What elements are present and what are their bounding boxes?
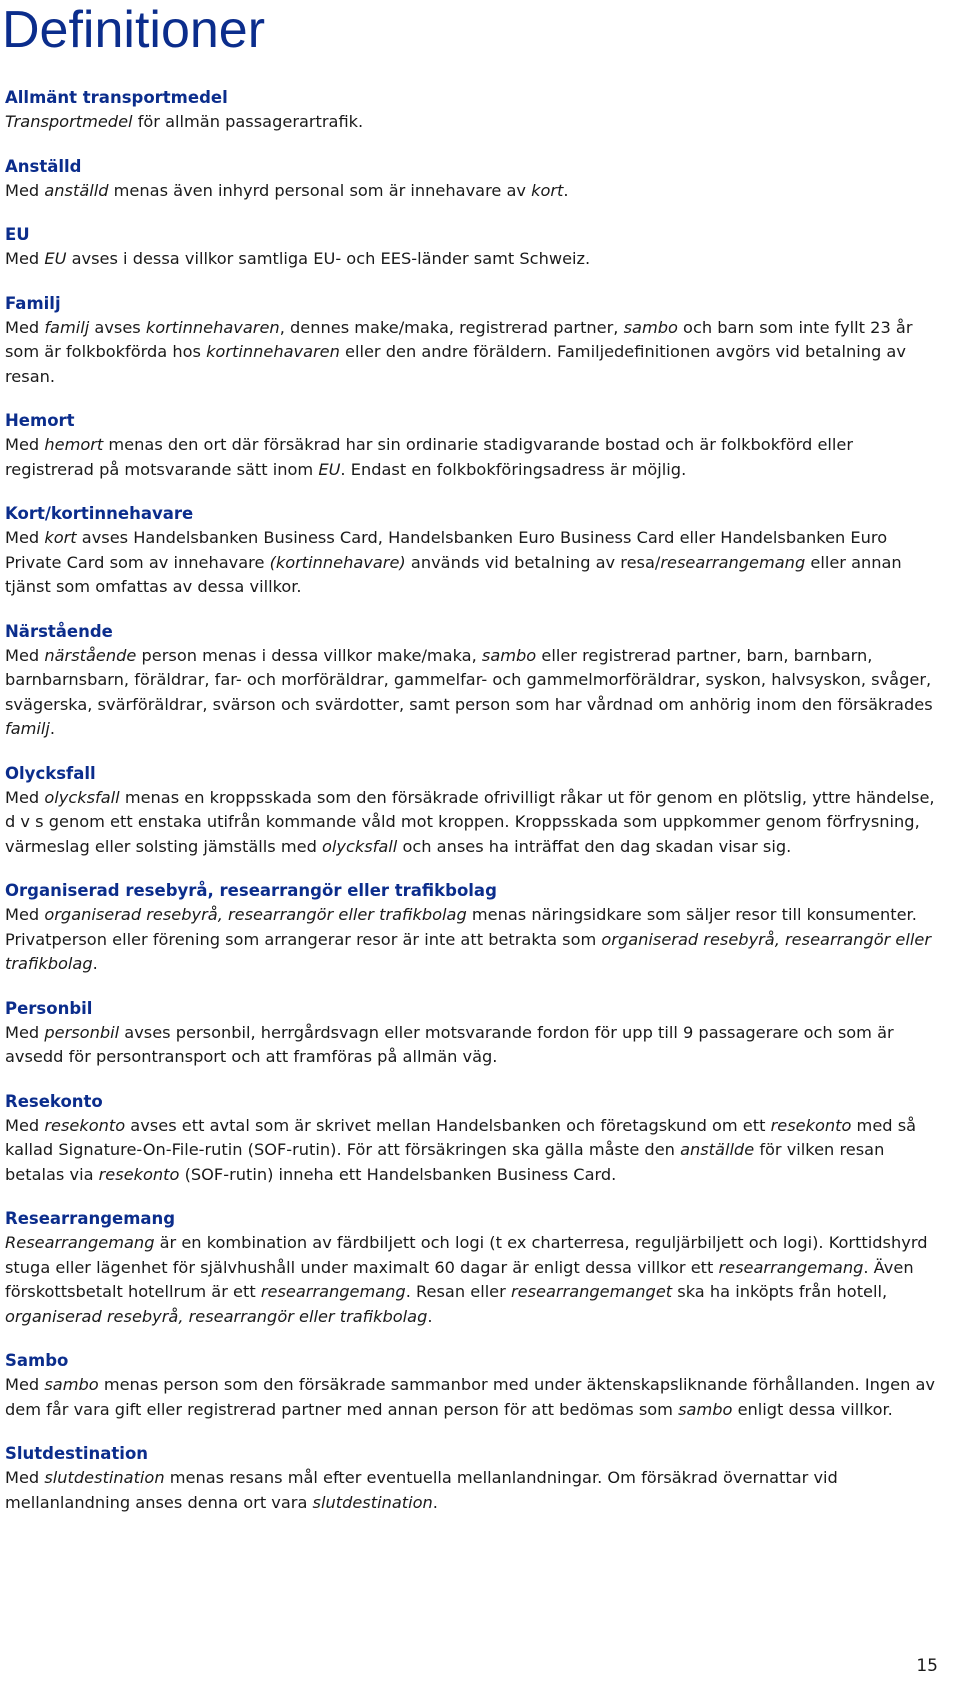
definition-text-segment: . [427,1306,433,1326]
definition-text-segment: är en kombination av färdbiljett och logi (t ex charterresa, reguljärbiljett och logi). Korttidshyrd stuga eller lägenhet för självhushåll under maximalt 60 dagar är enligt dessa villkor ett [5,1233,928,1277]
definition-text [5,316,945,390]
definition-text-segment: , dennes make/maka, registrerad partner, [279,317,624,337]
defined-term-reference: sambo [623,317,678,337]
defined-term-reference: kortinnehavaren [145,317,280,337]
definition-text-segment: Med [5,787,45,807]
definition-text-segment: . Resan eller [405,1282,511,1301]
definition-term: Resekonto [5,1091,103,1111]
definition-text-segment: avses [89,317,146,337]
definition-term: Anställd [5,156,82,176]
definition-text-segment: eller den andre föräldern. Familjedefinitionen avgörs vid betalning av resan. [5,342,906,386]
defined-term-reference: anställd [44,180,109,200]
definition-entry [5,1207,945,1329]
definition-text-segment: menas en kroppsskada som den försäkrade ofrivilligt råkar ut för genom en plötslig, yttre händelse, d v s genom ett enstaka utifrån kommande våld mot kroppen. Kroppsskada som uppkommer genom förfrysning, värmeslag eller solsting jämställs med [5,787,935,856]
definition-text [5,110,945,135]
defined-term-reference: kortinnehavaren [206,342,340,361]
defined-term-reference: researrangemang [660,552,806,572]
definition-text-segment: . [49,719,56,738]
defined-term-reference: hemort [44,435,104,454]
definition-entry [5,292,945,390]
defined-term-reference: researrangemang [260,1282,406,1301]
defined-term-reference: resekonto [44,1115,126,1135]
definition-term: Slutdestination [5,1444,149,1463]
defined-term-reference: närstående [44,645,137,665]
definition-text-segment: menas resans mål efter eventuella mellanlandningar. Om försäkrad övernattar vid mellanlandning anses denna ort vara [5,1468,838,1512]
defined-term-reference: sambo [44,1375,99,1394]
defined-term-reference: researrangemanget [510,1282,673,1301]
defined-term-reference: organiserad resebyrå, researrangör eller trafikbolag [44,905,467,924]
definition-text [5,179,945,204]
definition-text-segment: avses Handelsbanken Business Card, Handelsbanken Euro Business Card eller Handelsbanken Euro Private Card som av innehavare [5,528,888,572]
definition-entry [5,762,945,860]
definition-text-segment: . Endast en folkbokföringsadress är möjlig. [340,459,687,479]
definition-text-segment: eller annan tjänst som omfattas av dessa villkor. [5,552,902,596]
definition-text-segment: Med [5,1375,45,1394]
definition-text-segment: eller registrerad partner, barn, barnbarn, barnbarnsbarn, föräldrar, far- och morföräldrar, gammelfar- och gammelmorföräldrar, syskon, halvsyskon, svåger, svägerska, svärföräldrar, svärson och svärdotter, samt person som har vårdnad om anhörig inom den försäkrades [5,645,933,714]
defined-term-reference: slutdestination [312,1492,433,1512]
defined-term-reference: sambo [481,645,537,665]
definition-text [5,644,945,742]
definition-text-segment: . [563,180,569,200]
definition-term: Familj [5,293,61,313]
definition-text [5,433,945,482]
definition-text [5,786,945,860]
definition-text-segment: menas person som den försäkrade sammanbor med under äktenskapsliknande förhållanden. Ingen av dem får vara gift eller registrerad partner med annan person för att bedömas som [5,1375,935,1419]
definition-entry [5,502,945,600]
definition-text-segment: avses i dessa villkor samtliga EU- och EES-länder samt Schweiz. [66,249,591,268]
definition-text [5,526,945,600]
definition-text [5,903,945,977]
definition-term: EU [5,225,30,244]
definition-text-segment: Med [5,435,45,454]
defined-term-reference: olycksfall [321,836,398,856]
definition-text-segment: Med [5,317,45,337]
definition-text-segment: för allmän passagerartrafik. [132,112,364,131]
defined-term-reference: organiserad resebyrå, researrangör eller trafikbolag [5,929,931,973]
definition-text-segment: ska ha inköpts från hotell, [672,1282,888,1301]
defined-term-reference: sambo [678,1399,733,1419]
definition-term: Närstående [5,621,113,641]
definition-entry [5,879,945,977]
definition-text-segment: Med [5,249,45,268]
definition-term: Allmänt transportmedel [5,88,228,107]
definitions-list [5,86,945,1535]
defined-term-reference: resekonto [98,1164,180,1184]
page-number: 15 [916,1656,938,1676]
definition-entry [5,155,945,204]
defined-term-reference: slutdestination [44,1468,165,1487]
defined-term-reference: personbil [44,1022,120,1042]
definition-term: Kort/kortinnehavare [5,504,194,523]
definition-text-segment: för vilken resan betalas via [5,1140,885,1184]
definition-text-segment: . Även förskottsbetalt hotellrum är ett [5,1257,914,1301]
definition-text-segment: Med [5,1468,45,1487]
definition-text-segment: Med [5,905,45,924]
definition-term: Researrangemang [5,1209,176,1228]
definition-entry [5,86,945,135]
definition-term: Olycksfall [5,763,96,783]
definition-text-segment: med så kallad Signature-On-File-rutin (SOF-rutin). För att försäkringen ska gälla måste den [5,1115,917,1159]
definition-term: Organiserad resebyrå, researrangör eller trafikbolag [5,881,497,900]
page-title: Definitioner [2,1,266,59]
definition-text-segment: enligt dessa villkor. [732,1399,893,1419]
definition-text-segment: Med [5,1022,45,1042]
definition-text-segment: Med [5,180,45,200]
definition-text [5,1021,945,1070]
definition-entry [5,997,945,1070]
defined-term-reference: familj [5,719,50,738]
definition-entry [5,1349,945,1422]
definition-text-segment: och barn som inte fyllt 23 år som är folkbokförda hos [5,317,913,361]
definition-text-segment: menas näringsidkare som säljer resor till konsumenter. Privatperson eller förening som arrangerar resor är inte att betrakta som [5,905,917,949]
definition-text-segment: Med [5,1115,45,1135]
definition-term: Hemort [5,411,75,430]
definition-entry [5,1090,945,1188]
defined-term-reference: (kortinnehavare) [269,552,406,572]
definition-text-segment: person menas i dessa villkor make/maka, [136,645,482,665]
defined-term-reference: EU [318,459,341,479]
defined-term-reference: kort [531,180,564,200]
definition-entry [5,409,945,482]
defined-term-reference: kort [44,528,77,547]
definition-term: Sambo [5,1351,69,1370]
definition-text-segment: . [92,954,98,973]
definition-text-segment: Med [5,528,45,547]
definition-term: Personbil [5,998,93,1018]
definition-text-segment: Med [5,645,45,665]
definition-entry [5,223,945,272]
definition-text-segment: menas den ort där försäkrad har sin ordinarie stadigvarande bostad och är folkbokförd eller registrerad på motsvarande sätt inom [5,435,854,479]
definition-entry [5,620,945,742]
definition-text-segment: menas även inhyrd personal som är innehavare av [108,180,532,200]
defined-term-reference: anställde [680,1140,755,1159]
definition-text-segment: (SOF-rutin) inneha ett Handelsbanken Business Card. [179,1164,617,1184]
defined-term-reference: organiserad resebyrå, researrangör eller trafikbolag [5,1306,428,1326]
defined-term-reference: Researrangemang [5,1233,155,1252]
defined-term-reference: olycksfall [44,787,120,807]
definition-text [5,1466,945,1515]
definition-text-segment: avses ett avtal som är skrivet mellan Handelsbanken och företagskund om ett [125,1115,771,1135]
definition-text-segment: och anses ha inträffat den dag skadan visar sig. [397,836,792,856]
definition-text [5,247,945,272]
definition-entry [5,1442,945,1515]
definition-text-segment: avses personbil, herrgårdsvagn eller motsvarande fordon för upp till 9 passagerare och som är avsedd för persontransport och att framföras på allmän väg. [5,1022,894,1066]
defined-term-reference: EU [44,249,67,268]
defined-term-reference: Transportmedel [5,112,133,131]
definition-text [5,1373,945,1422]
definition-text [5,1231,945,1329]
defined-term-reference: researrangemang [718,1257,864,1277]
definition-text [5,1114,945,1188]
definition-text-segment: . [432,1492,438,1512]
defined-term-reference: resekonto [770,1115,852,1135]
defined-term-reference: familj [44,317,90,337]
definition-text-segment: används vid betalning av resa/ [405,552,661,572]
